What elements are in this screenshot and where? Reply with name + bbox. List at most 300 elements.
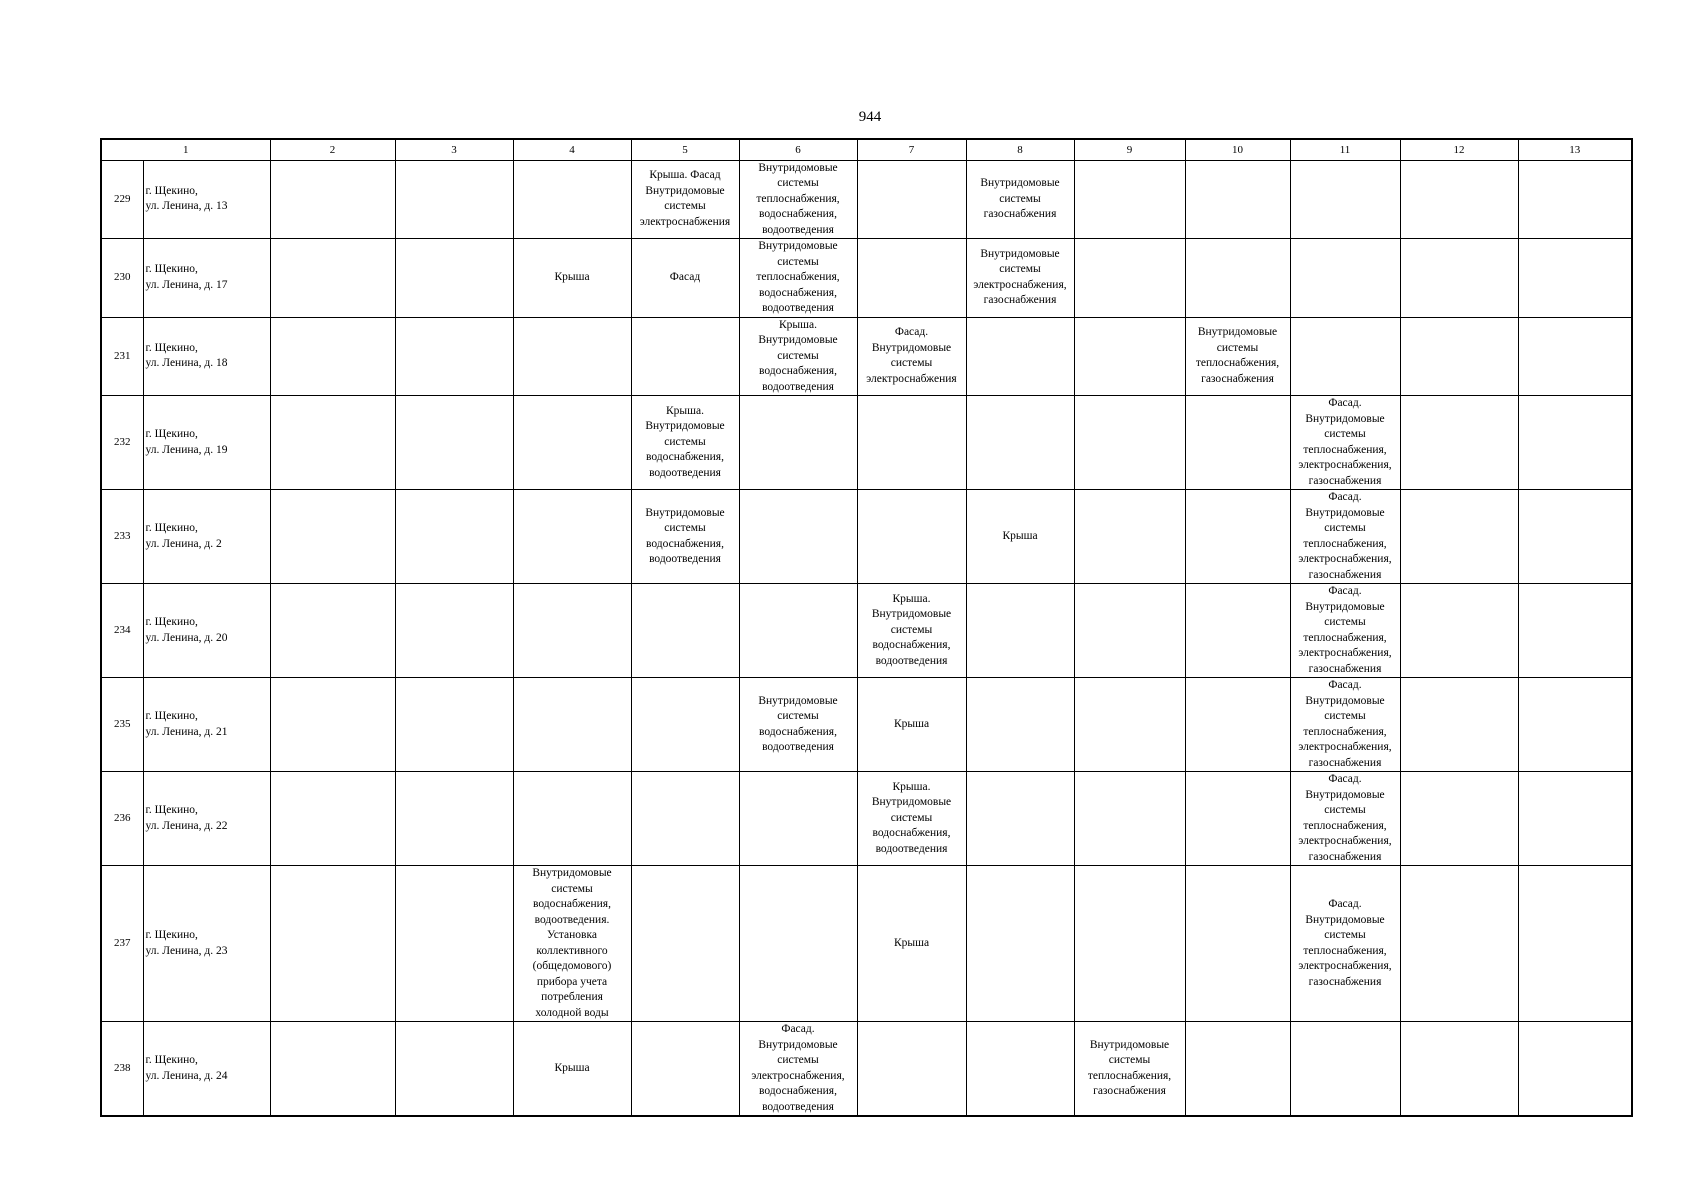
work-text-line: электроснабжения,: [1298, 835, 1392, 847]
work-cell-col-6: [739, 584, 857, 678]
work-cell-col-13: [1518, 772, 1632, 866]
work-cell-col-12: [1400, 396, 1518, 490]
work-cell-col-8: [966, 866, 1074, 1022]
work-cell-col-5: [631, 772, 739, 866]
work-text-line: водоснабжения,: [533, 898, 611, 910]
work-text-line: Внутридомовые: [1305, 600, 1385, 613]
column-header-7: 7: [857, 139, 966, 160]
work-cell-col-6: [739, 160, 857, 239]
work-cell-col-4: [513, 239, 631, 318]
work-cell-col-9: [1074, 239, 1185, 318]
work-cell-col-12: [1400, 678, 1518, 772]
work-text-line: водоотведения.: [534, 913, 610, 926]
work-cell-col-9: [1074, 160, 1185, 239]
work-text-line: теплоснабжения,: [1303, 537, 1387, 550]
address-cell: [143, 772, 270, 866]
work-cell-col-11: [1290, 584, 1400, 678]
work-cell-col-13: [1518, 239, 1632, 318]
address-line: г. Щекино,: [145, 428, 198, 440]
table-row: [101, 396, 1632, 490]
work-text-line: водоотведения: [762, 302, 834, 314]
work-cell-col-11: [1290, 772, 1400, 866]
address-line: г. Щекино,: [145, 616, 198, 628]
work-text-line: Внутридомовые: [758, 1038, 838, 1051]
work-text-line: Внутридомовые: [1305, 412, 1385, 425]
work-cell-col-8: [966, 160, 1074, 239]
work-cell-col-12: [1400, 239, 1518, 318]
work-text-line: газоснабжения: [1308, 568, 1382, 581]
work-cell-col-2: [270, 160, 395, 239]
address-cell: [143, 239, 270, 318]
row-number: 231: [101, 317, 143, 396]
work-cell-col-7: [857, 678, 966, 772]
work-text-line: Внутридомовые: [645, 420, 725, 433]
address-cell: [143, 317, 270, 396]
work-cell-col-13: [1518, 160, 1632, 239]
work-text-line: теплоснабжения,: [1195, 357, 1280, 370]
work-cell-col-3: [395, 584, 513, 678]
work-cell-col-4: [513, 396, 631, 490]
address-line: ул. Ленина, д. 2: [145, 537, 222, 550]
work-cell-col-11: [1290, 396, 1400, 490]
work-text-line: Внутридомовые: [1305, 788, 1385, 801]
column-header-9: 9: [1074, 139, 1185, 160]
work-text-line: Внутридомовые: [758, 240, 838, 252]
work-text-line: теплоснабжения,: [1303, 944, 1387, 957]
work-text-line: Внутридомовые: [871, 341, 952, 354]
work-cell-col-7: [857, 396, 966, 490]
work-text-line: газоснабжения: [1093, 1085, 1166, 1097]
work-cell-col-3: [395, 317, 513, 396]
work-cell-col-2: [270, 490, 395, 584]
work-cell-col-3: [395, 866, 513, 1022]
work-cell-col-13: [1518, 490, 1632, 584]
address-cell: [143, 490, 270, 584]
work-text-line: водоотведения: [762, 380, 834, 393]
column-header-6: 6: [739, 139, 857, 160]
work-text-line: водоснабжения,: [646, 451, 724, 464]
work-cell-col-13: [1518, 584, 1632, 678]
work-cell-col-4: [513, 866, 631, 1022]
work-cell-col-8: [966, 584, 1074, 678]
work-cell-col-6: [739, 678, 857, 772]
work-cell-col-7: [857, 772, 966, 866]
address-line: ул. Ленина, д. 23: [145, 944, 228, 957]
row-number: 234: [101, 584, 143, 678]
work-cell-col-10: [1185, 678, 1290, 772]
work-cell-col-10: [1185, 160, 1290, 239]
work-cell-col-10: [1185, 396, 1290, 490]
work-cell-col-13: [1518, 678, 1632, 772]
page-number: 944: [858, 109, 882, 125]
work-cell-col-2: [270, 772, 395, 866]
work-cell-col-4: [513, 678, 631, 772]
work-cell-col-5: [631, 396, 739, 490]
work-cell-col-9: [1074, 490, 1185, 584]
table-row: [101, 1022, 1632, 1117]
table-row: [101, 866, 1632, 1022]
work-text-line: водоснабжения,: [872, 827, 951, 840]
work-text-line: теплоснабжения,: [1303, 443, 1387, 456]
work-text-line: Внутридомовые: [1305, 506, 1385, 519]
work-text-line: газоснабжения: [1308, 850, 1382, 863]
work-cell-col-12: [1400, 866, 1518, 1022]
work-text-line: коллективного: [536, 944, 608, 957]
work-text-line: водоотведения: [875, 842, 948, 855]
column-header-11: 11: [1290, 139, 1400, 160]
work-text-line: Фасад.: [1328, 773, 1362, 785]
work-text-line: водоснабжения,: [646, 537, 724, 550]
work-cell-col-7: [857, 317, 966, 396]
work-cell-col-7: [857, 1022, 966, 1117]
work-text-line: системы: [777, 349, 819, 362]
work-text-line: водоотведения: [875, 654, 948, 667]
work-cell-col-8: [966, 239, 1074, 318]
work-text-line: Крыша: [893, 936, 930, 949]
work-cell-col-4: [513, 160, 631, 239]
row-number: 238: [101, 1022, 143, 1117]
work-text-line: газоснабжения: [1308, 662, 1382, 675]
address-line: ул. Ленина, д. 17: [145, 278, 228, 291]
address-line: г. Щекино,: [145, 184, 198, 197]
table-row: [101, 160, 1632, 239]
table-row: [101, 584, 1632, 678]
work-cell-col-8: [966, 1022, 1074, 1117]
work-cell-col-5: [631, 678, 739, 772]
work-text-line: Крыша: [554, 1061, 590, 1074]
work-text-line: водоснабжения,: [759, 286, 837, 299]
work-cell-col-5: [631, 490, 739, 584]
work-text-line: электроснабжения,: [1298, 960, 1392, 972]
work-text-line: Крыша: [893, 717, 930, 730]
work-text-line: системы: [890, 623, 933, 636]
work-cell-col-10: [1185, 317, 1290, 396]
work-text-line: Фасад.: [1328, 491, 1362, 503]
work-cell-col-13: [1518, 1022, 1632, 1117]
work-text-line: Фасад.: [781, 1023, 815, 1035]
address-line: г. Щекино,: [145, 522, 198, 534]
work-text-line: прибора учета: [536, 975, 608, 988]
work-text-line: водоотведения: [649, 466, 721, 479]
work-cell-col-2: [270, 866, 395, 1022]
work-text-line: Внутридомовые: [871, 796, 952, 809]
work-text-line: системы: [1216, 341, 1259, 354]
work-text-line: системы: [1324, 428, 1366, 440]
work-cell-col-12: [1400, 772, 1518, 866]
work-cell-col-11: [1290, 490, 1400, 584]
work-text-line: водоотведения: [762, 741, 834, 753]
work-text-line: системы: [1324, 710, 1366, 722]
work-cell-col-9: [1074, 396, 1185, 490]
work-cell-col-11: [1290, 866, 1400, 1022]
work-text-line: Внутридомовые: [871, 608, 952, 621]
work-cell-col-3: [395, 239, 513, 318]
work-text-line: Внутридомовые: [645, 506, 725, 519]
address-line: г. Щекино,: [145, 929, 198, 941]
work-text-line: теплоснабжения,: [756, 192, 840, 205]
work-cell-col-7: [857, 490, 966, 584]
work-text-line: водоснабжения,: [759, 208, 837, 220]
work-cell-col-2: [270, 317, 395, 396]
work-text-line: Внутридомовые: [758, 161, 838, 174]
work-cell-col-8: [966, 317, 1074, 396]
column-header-2: 2: [270, 139, 395, 160]
address-line: г. Щекино,: [145, 263, 198, 276]
work-text-line: теплоснабжения,: [1303, 725, 1387, 738]
table-row: [101, 317, 1632, 396]
table-row: [101, 678, 1632, 772]
work-cell-col-4: [513, 772, 631, 866]
work-text-line: системы: [777, 710, 819, 722]
work-cell-col-10: [1185, 866, 1290, 1022]
work-cell-col-6: [739, 1022, 857, 1117]
work-text-line: системы: [1324, 929, 1366, 941]
work-text-line: Внутридомовые: [532, 867, 612, 879]
work-cell-col-7: [857, 160, 966, 239]
work-text-line: электроснабжения,: [973, 278, 1067, 291]
address-line: г. Щекино,: [145, 710, 198, 722]
work-cell-col-5: [631, 160, 739, 239]
work-cell-col-4: [513, 490, 631, 584]
work-text-line: Внутридомовые: [758, 334, 838, 346]
work-cell-col-11: [1290, 160, 1400, 239]
work-cell-col-3: [395, 1022, 513, 1117]
work-cell-col-3: [395, 160, 513, 239]
work-text-line: водоснабжения,: [759, 725, 837, 738]
address-line: ул. Ленина, д. 24: [145, 1069, 228, 1082]
work-text-line: системы: [1324, 522, 1366, 534]
work-text-line: водоснабжения,: [759, 1085, 837, 1097]
work-text-line: Фасад.: [1328, 397, 1362, 409]
work-cell-col-3: [395, 396, 513, 490]
row-number: 236: [101, 772, 143, 866]
work-text-line: потребления: [541, 991, 603, 1003]
work-text-line: Фасад.: [894, 326, 929, 339]
work-cell-col-5: [631, 866, 739, 1022]
address-line: ул. Ленина, д. 18: [145, 357, 228, 370]
work-text-line: Крыша.: [666, 404, 704, 417]
work-cell-col-5: [631, 239, 739, 318]
work-cell-col-10: [1185, 772, 1290, 866]
address-cell: [143, 678, 270, 772]
column-header-8: 8: [966, 139, 1074, 160]
work-cell-col-10: [1185, 490, 1290, 584]
work-cell-col-6: [739, 317, 857, 396]
work-cell-col-2: [270, 584, 395, 678]
work-cell-col-11: [1290, 239, 1400, 318]
work-text-line: Крыша. Фасад: [649, 169, 721, 182]
work-text-line: (общедомового): [532, 960, 612, 972]
work-text-line: теплоснабжения,: [756, 271, 840, 283]
work-cell-col-6: [739, 866, 857, 1022]
work-text-line: электроснабжения,: [751, 1069, 845, 1082]
work-text-line: водоотведения: [762, 223, 834, 236]
address-line: г. Щекино,: [145, 341, 198, 354]
work-cell-col-5: [631, 1022, 739, 1117]
address-line: ул. Ленина, д. 13: [145, 200, 228, 213]
work-cell-col-4: [513, 317, 631, 396]
work-cell-col-11: [1290, 1022, 1400, 1117]
work-cell-col-11: [1290, 317, 1400, 396]
work-text-line: электроснабжения,: [1298, 459, 1392, 471]
work-text-line: системы: [664, 435, 706, 448]
work-cell-col-10: [1185, 239, 1290, 318]
work-cell-col-9: [1074, 772, 1185, 866]
work-text-line: газоснабжения: [1308, 756, 1382, 769]
work-cell-col-5: [631, 317, 739, 396]
work-text-line: системы: [890, 357, 933, 370]
work-text-line: системы: [777, 255, 819, 268]
work-text-line: системы: [999, 263, 1041, 276]
work-text-line: электроснабжения: [866, 372, 957, 385]
work-text-line: системы: [890, 811, 933, 824]
row-number: 235: [101, 678, 143, 772]
work-text-line: Внутридомовые: [1305, 913, 1385, 926]
work-text-line: газоснабжения: [1201, 372, 1274, 385]
work-text-line: теплоснабжения,: [1303, 631, 1387, 644]
work-text-line: Фасад.: [1328, 585, 1362, 597]
work-text-line: электроснабжения: [639, 215, 731, 228]
work-cell-col-3: [395, 772, 513, 866]
work-text-line: Внутридомовые: [645, 184, 725, 197]
work-text-line: системы: [1324, 616, 1366, 628]
work-cell-col-12: [1400, 1022, 1518, 1117]
work-text-line: системы: [551, 882, 593, 895]
address-line: г. Щекино,: [145, 1054, 198, 1066]
work-cell-col-13: [1518, 396, 1632, 490]
column-header-13: 13: [1518, 139, 1632, 160]
work-cell-col-6: [739, 239, 857, 318]
row-number: 230: [101, 239, 143, 318]
repair-schedule-table: [100, 138, 1633, 1117]
work-cell-col-11: [1290, 678, 1400, 772]
work-text-line: электроснабжения,: [1298, 647, 1392, 659]
work-text-line: газоснабжения: [1308, 975, 1382, 988]
work-text-line: системы: [999, 192, 1041, 205]
address-cell: [143, 396, 270, 490]
address-line: ул. Ленина, д. 19: [145, 443, 228, 456]
work-cell-col-8: [966, 772, 1074, 866]
work-text-line: Фасад.: [1328, 898, 1362, 910]
work-cell-col-9: [1074, 584, 1185, 678]
column-header-10: 10: [1185, 139, 1290, 160]
work-text-line: газоснабжения: [983, 294, 1057, 307]
work-cell-col-9: [1074, 317, 1185, 396]
work-cell-col-3: [395, 678, 513, 772]
work-cell-col-9: [1074, 678, 1185, 772]
work-text-line: системы: [1108, 1054, 1151, 1066]
work-text-line: электроснабжения,: [1298, 553, 1392, 565]
column-header-1: 1: [101, 139, 270, 160]
work-cell-col-7: [857, 239, 966, 318]
work-text-line: Внутридомовые: [1305, 694, 1385, 707]
work-text-line: системы: [777, 1054, 819, 1066]
work-cell-col-4: [513, 1022, 631, 1117]
row-number: 237: [101, 866, 143, 1022]
work-cell-col-3: [395, 490, 513, 584]
address-line: ул. Ленина, д. 20: [145, 631, 228, 644]
work-cell-col-6: [739, 490, 857, 584]
work-text-line: водоснабжения,: [872, 639, 951, 652]
work-text-line: Внутридомовые: [1197, 326, 1278, 339]
work-cell-col-12: [1400, 317, 1518, 396]
work-text-line: Фасад: [669, 271, 701, 283]
work-text-line: электроснабжения,: [1298, 741, 1392, 753]
work-text-line: системы: [664, 522, 706, 534]
address-cell: [143, 1022, 270, 1117]
column-header-4: 4: [513, 139, 631, 160]
work-cell-col-6: [739, 396, 857, 490]
work-text-line: водоотведения: [762, 1100, 834, 1113]
work-cell-col-10: [1185, 584, 1290, 678]
work-cell-col-8: [966, 490, 1074, 584]
work-cell-col-4: [513, 584, 631, 678]
address-cell: [143, 160, 270, 239]
work-text-line: Внутридомовые: [758, 694, 838, 707]
work-text-line: теплоснабжения,: [1303, 819, 1387, 832]
work-cell-col-12: [1400, 160, 1518, 239]
table-row: [101, 239, 1632, 318]
work-cell-col-2: [270, 678, 395, 772]
address-line: ул. Ленина, д. 22: [145, 819, 228, 832]
column-header-5: 5: [631, 139, 739, 160]
work-text-line: Внутридомовые: [1089, 1038, 1170, 1051]
work-text-line: Фасад.: [1328, 679, 1362, 691]
work-cell-col-13: [1518, 317, 1632, 396]
table-row: [101, 490, 1632, 584]
work-cell-col-12: [1400, 584, 1518, 678]
work-text-line: Крыша.: [892, 780, 931, 793]
work-text-line: газоснабжения: [983, 208, 1057, 220]
work-cell-col-5: [631, 584, 739, 678]
row-number: 229: [101, 160, 143, 239]
work-cell-col-9: [1074, 1022, 1185, 1117]
work-cell-col-6: [739, 772, 857, 866]
work-cell-col-2: [270, 239, 395, 318]
work-text-line: Крыша.: [779, 318, 817, 331]
work-text-line: водоснабжения,: [759, 365, 837, 377]
work-text-line: системы: [664, 200, 706, 213]
work-text-line: теплоснабжения,: [1087, 1069, 1172, 1082]
column-header-12: 12: [1400, 139, 1518, 160]
table-row: [101, 772, 1632, 866]
address-cell: [143, 866, 270, 1022]
work-cell-col-7: [857, 866, 966, 1022]
address-line: г. Щекино,: [145, 804, 198, 816]
row-number: 233: [101, 490, 143, 584]
work-text-line: Крыша: [554, 271, 590, 283]
address-cell: [143, 584, 270, 678]
work-cell-col-13: [1518, 866, 1632, 1022]
work-cell-col-2: [270, 396, 395, 490]
address-line: ул. Ленина, д. 21: [145, 725, 228, 738]
work-cell-col-8: [966, 678, 1074, 772]
work-cell-col-10: [1185, 1022, 1290, 1117]
work-text-line: Внутридомовые: [980, 177, 1060, 189]
column-header-3: 3: [395, 139, 513, 160]
work-text-line: газоснабжения: [1308, 474, 1382, 487]
work-text-line: Крыша.: [892, 592, 931, 605]
work-text-line: Внутридомовые: [980, 247, 1060, 260]
work-cell-col-2: [270, 1022, 395, 1117]
work-cell-col-7: [857, 584, 966, 678]
work-text-line: системы: [1324, 804, 1366, 816]
work-text-line: системы: [777, 177, 819, 189]
work-cell-col-12: [1400, 490, 1518, 584]
work-text-line: водоотведения: [649, 553, 721, 565]
header-row: [101, 139, 1632, 160]
work-cell-col-9: [1074, 866, 1185, 1022]
